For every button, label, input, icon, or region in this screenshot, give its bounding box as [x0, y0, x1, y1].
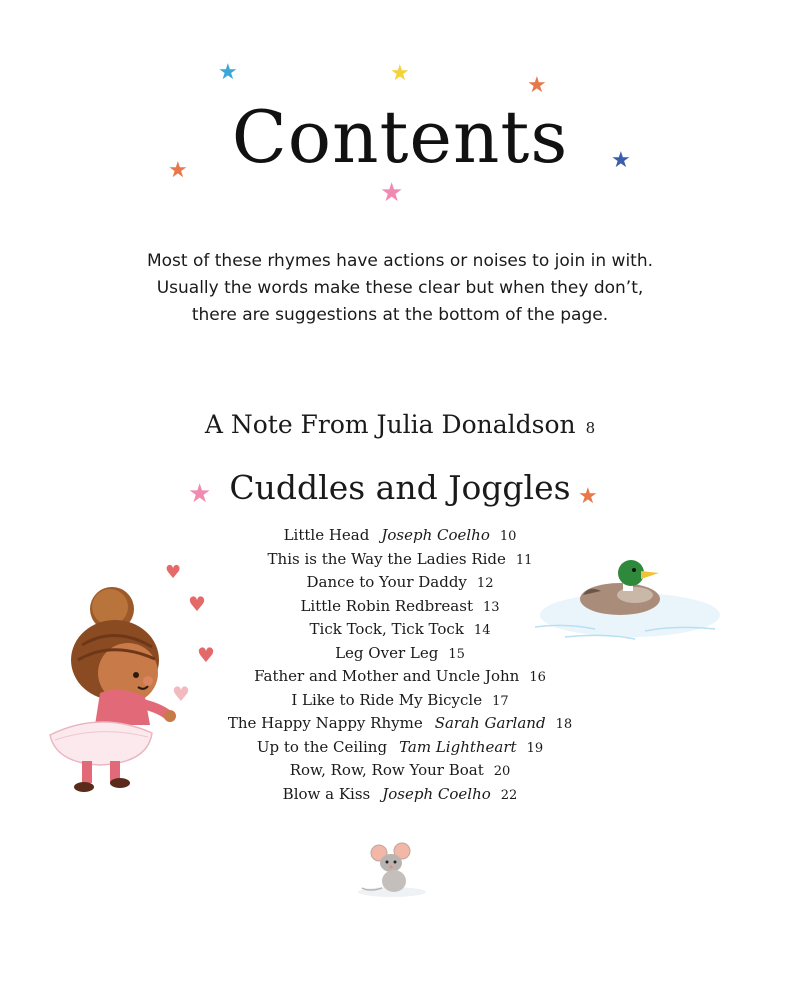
entry-title: This is the Way the Ladies Ride — [267, 549, 506, 568]
heart-icon: ♥ — [197, 643, 215, 667]
entry-title: Tick Tock, Tick Tock — [309, 620, 464, 638]
intro-line: Most of these rhymes have actions or noises to join in with. — [146, 251, 654, 271]
entry-author: Tam Lightheart — [399, 737, 517, 756]
star-icon: ★ — [390, 61, 410, 86]
entry-page: 19 — [526, 740, 544, 756]
star-icon: ★ — [218, 60, 238, 85]
entry-page: 20 — [493, 764, 511, 779]
page-title: Contents — [231, 95, 569, 179]
duck-illustration — [525, 553, 735, 648]
entry-page: 14 — [473, 623, 491, 638]
entry-page: 15 — [448, 646, 465, 662]
intro-line: there are suggestions at the bottom of the page. — [191, 305, 609, 325]
entry-page: 18 — [555, 717, 573, 732]
entry-page: 13 — [482, 599, 500, 615]
entry-title: The Happy Nappy Rhyme — [227, 714, 423, 732]
contents-entry[interactable] — [150, 665, 650, 689]
entry-title: Leg Over Leg — [335, 643, 439, 662]
star-icon: ★ — [380, 178, 404, 208]
entry-title: Little Robin Redbreast — [300, 596, 473, 615]
heart-icon: ♥ — [165, 562, 182, 583]
contents-entry[interactable] — [150, 759, 650, 783]
star-icon: ★ — [611, 148, 631, 173]
heart-icon: ♥ — [172, 682, 190, 706]
entry-title: Little Head — [283, 526, 370, 544]
entry-page: 12 — [476, 576, 494, 591]
entry-title: Father and Mother and Uncle John — [254, 667, 520, 685]
note-label: A Note From Julia Donaldson — [204, 410, 576, 439]
entry-title: Row, Row, Row Your Boat — [289, 761, 484, 779]
contents-entry[interactable] — [150, 712, 650, 736]
star-icon: ★ — [578, 484, 598, 509]
entry-title: Up to the Ceiling — [256, 737, 388, 756]
section-heading: Cuddles and Joggles — [229, 468, 571, 507]
contents-entry[interactable] — [150, 783, 650, 807]
mouse-illustration — [352, 838, 432, 898]
intro-paragraph — [100, 248, 700, 329]
entry-page: 17 — [492, 693, 509, 709]
girl-illustration — [40, 585, 180, 800]
entry-author: Joseph Coelho — [382, 784, 491, 803]
contents-entry[interactable] — [150, 736, 650, 760]
entry-page: 22 — [500, 787, 518, 803]
contents-entry[interactable] — [150, 689, 650, 713]
entry-page: 16 — [529, 670, 546, 685]
entry-page: 10 — [499, 529, 517, 544]
note-page-number: 8 — [585, 419, 596, 437]
star-icon: ★ — [168, 158, 188, 183]
entry-page: 11 — [515, 552, 533, 568]
heart-icon: ♥ — [188, 592, 206, 616]
entry-title: I Like to Ride My Bicycle — [291, 690, 483, 709]
entry-author: Sarah Garland — [434, 714, 546, 732]
entry-title: Blow a Kiss — [282, 784, 371, 803]
intro-line: Usually the words make these clear but when they don’t, — [156, 278, 644, 298]
entry-title: Dance to Your Daddy — [306, 573, 467, 591]
star-icon: ★ — [527, 73, 547, 98]
star-icon: ★ — [188, 479, 212, 509]
entry-author: Joseph Coelho — [381, 526, 490, 544]
note-entry[interactable] — [0, 410, 800, 439]
contents-entry[interactable] — [150, 524, 650, 548]
